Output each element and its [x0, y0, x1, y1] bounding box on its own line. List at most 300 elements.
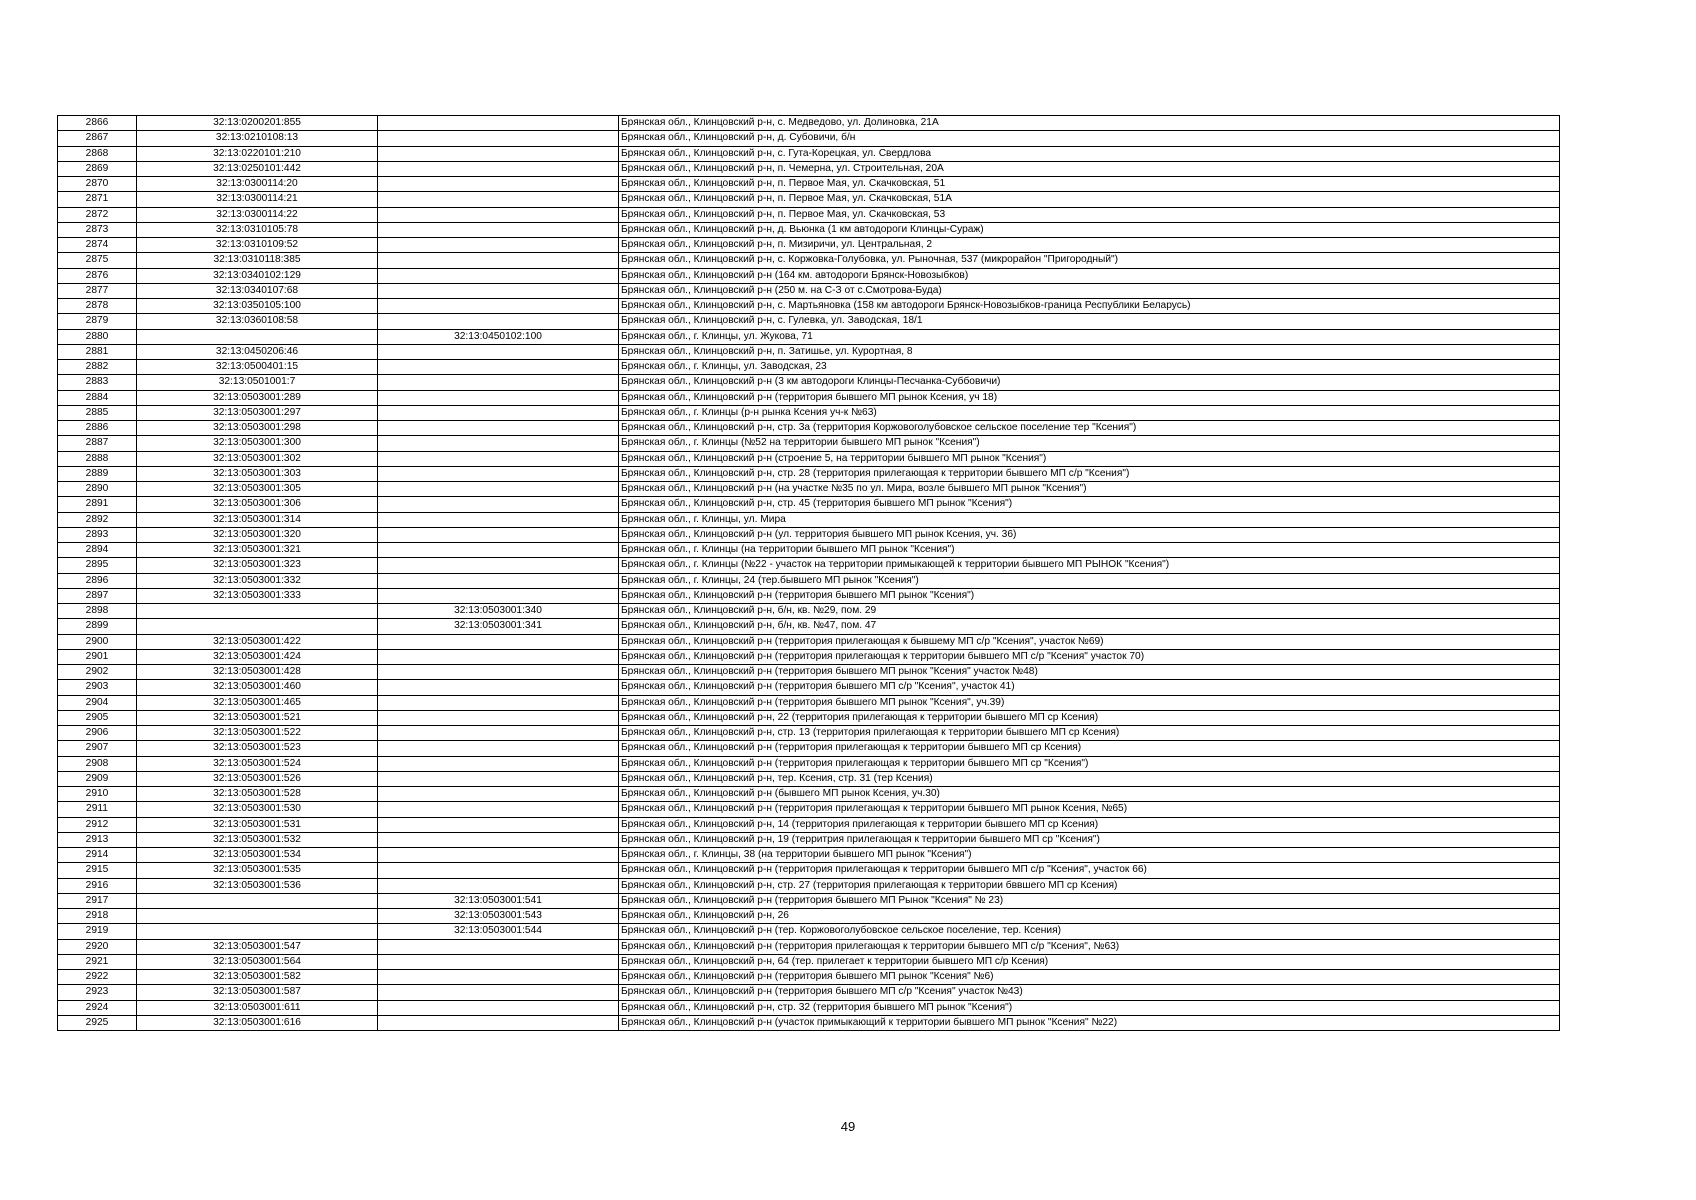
- cadastral-number-alt-cell: [378, 527, 619, 542]
- cadastral-number-alt-cell: [378, 695, 619, 710]
- cadastral-number-cell: 32:13:0300114:22: [137, 207, 378, 222]
- cadastral-number-cell: 32:13:0503001:300: [137, 436, 378, 451]
- cadastral-number-alt-cell: [378, 543, 619, 558]
- row-number-cell: 2870: [58, 177, 137, 192]
- address-cell: Брянская обл., Клинцовский р-н, стр. 32 (территория бывшего МП рынок "Ксения"): [619, 1000, 1560, 1015]
- cadastral-number-cell: 32:13:0503001:424: [137, 649, 378, 664]
- cadastral-number-cell: 32:13:0340107:68: [137, 283, 378, 298]
- row-number-cell: 2916: [58, 878, 137, 893]
- cadastral-number-cell: [137, 604, 378, 619]
- cadastral-number-cell: 32:13:0503001:289: [137, 390, 378, 405]
- cadastral-number-alt-cell: [378, 802, 619, 817]
- address-cell: Брянская обл., г. Клинцы (№52 на территории бывшего МП рынок "Ксения"): [619, 436, 1560, 451]
- table-row: [58, 726, 1560, 741]
- cadastral-number-alt-cell: [378, 1015, 619, 1030]
- cadastral-number-alt-cell: [378, 832, 619, 847]
- table-row: [58, 787, 1560, 802]
- cadastral-number-alt-cell: [378, 451, 619, 466]
- table-row: [58, 680, 1560, 695]
- table-row: [58, 604, 1560, 619]
- table-row: [58, 497, 1560, 512]
- cadastral-number-cell: 32:13:0503001:536: [137, 878, 378, 893]
- cadastral-number-alt-cell: [378, 756, 619, 771]
- row-number-cell: 2907: [58, 741, 137, 756]
- cadastral-number-alt-cell: 32:13:0503001:544: [378, 924, 619, 939]
- address-cell: Брянская обл., Клинцовский р-н, 26: [619, 909, 1560, 924]
- cadastral-number-alt-cell: [378, 939, 619, 954]
- address-cell: Брянская обл., Клинцовский р-н (территория бывшего МП Рынок "Ксения" № 23): [619, 893, 1560, 908]
- cadastral-number-alt-cell: [378, 177, 619, 192]
- table-row: [58, 177, 1560, 192]
- table-row: [58, 817, 1560, 832]
- table-body: [58, 116, 1560, 1031]
- table-row: [58, 619, 1560, 634]
- row-number-cell: 2906: [58, 726, 137, 741]
- table-row: [58, 802, 1560, 817]
- row-number-cell: 2908: [58, 756, 137, 771]
- table-row: [58, 588, 1560, 603]
- cadastral-number-alt-cell: [378, 482, 619, 497]
- row-number-cell: 2920: [58, 939, 137, 954]
- cadastral-number-cell: 32:13:0300114:21: [137, 192, 378, 207]
- cadastral-number-cell: 32:13:0503001:611: [137, 1000, 378, 1015]
- table-row: [58, 832, 1560, 847]
- table-row: [58, 878, 1560, 893]
- cadastral-number-alt-cell: [378, 573, 619, 588]
- address-cell: Брянская обл., Клинцовский р-н, 19 (территрия прилегающая к территории бывшего МП ср "Ксения"): [619, 832, 1560, 847]
- cadastral-number-alt-cell: [378, 680, 619, 695]
- cadastral-number-alt-cell: [378, 497, 619, 512]
- row-number-cell: 2881: [58, 344, 137, 359]
- cadastral-number-cell: 32:13:0503001:524: [137, 756, 378, 771]
- table-row: [58, 116, 1560, 131]
- table-row: [58, 253, 1560, 268]
- cadastral-number-alt-cell: [378, 207, 619, 222]
- row-number-cell: 2866: [58, 116, 137, 131]
- cadastral-number-alt-cell: [378, 146, 619, 161]
- cadastral-number-alt-cell: [378, 161, 619, 176]
- cadastral-number-cell: 32:13:0503001:460: [137, 680, 378, 695]
- row-number-cell: 2886: [58, 421, 137, 436]
- table-row: [58, 909, 1560, 924]
- cadastral-number-alt-cell: [378, 741, 619, 756]
- cadastral-number-cell: 32:13:0503001:564: [137, 954, 378, 969]
- address-cell: Брянская обл., Клинцовский р-н (территория бывшего МП рынок "Ксения", уч.39): [619, 695, 1560, 710]
- address-cell: Брянская обл., Клинцовский р-н (164 км. автодороги Брянск-Новозыбков): [619, 268, 1560, 283]
- row-number-cell: 2884: [58, 390, 137, 405]
- table-row: [58, 771, 1560, 786]
- row-number-cell: 2912: [58, 817, 137, 832]
- table-row: [58, 741, 1560, 756]
- cadastral-number-alt-cell: [378, 634, 619, 649]
- cadastral-number-alt-cell: [378, 970, 619, 985]
- cadastral-number-cell: [137, 329, 378, 344]
- cadastral-number-cell: 32:13:0503001:535: [137, 863, 378, 878]
- cadastral-number-alt-cell: [378, 1000, 619, 1015]
- address-cell: Брянская обл., Клинцовский р-н, п. Мизиричи, ул. Центральная, 2: [619, 238, 1560, 253]
- row-number-cell: 2880: [58, 329, 137, 344]
- address-cell: Брянская обл., Клинцовский р-н, 14 (территория прилегающая к территории бывшего МП ср Ксения): [619, 817, 1560, 832]
- address-cell: Брянская обл., Клинцовский р-н, с. Гута-Корецкая, ул. Свердлова: [619, 146, 1560, 161]
- row-number-cell: 2915: [58, 863, 137, 878]
- row-number-cell: 2895: [58, 558, 137, 573]
- table-row: [58, 268, 1560, 283]
- cadastral-number-alt-cell: 32:13:0503001:341: [378, 619, 619, 634]
- address-cell: Брянская обл., Клинцовский р-н, с. Коржовка-Голубовка, ул. Рыночная, 537 (микрорайон "Пригородный"): [619, 253, 1560, 268]
- cadastral-number-alt-cell: [378, 253, 619, 268]
- cadastral-number-cell: 32:13:0310118:385: [137, 253, 378, 268]
- row-number-cell: 2877: [58, 283, 137, 298]
- cadastral-number-cell: 32:13:0503001:616: [137, 1015, 378, 1030]
- table-row: [58, 360, 1560, 375]
- table-row: [58, 146, 1560, 161]
- address-cell: Брянская обл., Клинцовский р-н (территория прилегающая к территории бывшего МП рынок Ксения, №65): [619, 802, 1560, 817]
- row-number-cell: 2874: [58, 238, 137, 253]
- cadastral-number-cell: 32:13:0503001:531: [137, 817, 378, 832]
- row-number-cell: 2924: [58, 1000, 137, 1015]
- cadastral-number-alt-cell: [378, 375, 619, 390]
- row-number-cell: 2918: [58, 909, 137, 924]
- cadastral-number-cell: 32:13:0503001:422: [137, 634, 378, 649]
- cadastral-number-cell: 32:13:0503001:587: [137, 985, 378, 1000]
- cadastral-number-cell: 32:13:0300114:20: [137, 177, 378, 192]
- table-row: [58, 558, 1560, 573]
- cadastral-number-alt-cell: [378, 314, 619, 329]
- address-cell: Брянская обл., Клинцовский р-н, п. Затишье, ул. Курортная, 8: [619, 344, 1560, 359]
- address-cell: Брянская обл., Клинцовский р-н, б/н, кв. №47, пом. 47: [619, 619, 1560, 634]
- address-cell: Брянская обл., Клинцовский р-н (территория прилегающая к территории бывшего МП с/р "Ксения", №63): [619, 939, 1560, 954]
- row-number-cell: 2901: [58, 649, 137, 664]
- address-cell: Брянская обл., Клинцовский р-н, стр. 3а (территория Коржовоголубовское сельское поселение тер "Ксения"): [619, 421, 1560, 436]
- row-number-cell: 2893: [58, 527, 137, 542]
- cadastral-number-alt-cell: [378, 771, 619, 786]
- address-cell: Брянская обл., Клинцовский р-н, стр. 45 (территория бывшего МП рынок "Ксения"): [619, 497, 1560, 512]
- table-row: [58, 451, 1560, 466]
- cadastral-number-cell: 32:13:0503001:320: [137, 527, 378, 542]
- cadastral-number-cell: [137, 893, 378, 908]
- row-number-cell: 2892: [58, 512, 137, 527]
- row-number-cell: 2879: [58, 314, 137, 329]
- row-number-cell: 2897: [58, 588, 137, 603]
- cadastral-number-cell: 32:13:0503001:523: [137, 741, 378, 756]
- cadastral-number-cell: 32:13:0340102:129: [137, 268, 378, 283]
- table-row: [58, 939, 1560, 954]
- cadastral-number-alt-cell: [378, 863, 619, 878]
- cadastral-number-cell: 32:13:0350105:100: [137, 299, 378, 314]
- address-cell: Брянская обл., г. Клинцы (на территории бывшего МП рынок "Ксения"): [619, 543, 1560, 558]
- table-row: [58, 710, 1560, 725]
- table-row: [58, 649, 1560, 664]
- address-cell: Брянская обл., Клинцовский р-н (территория бывшего МП рынок Ксения, уч 18): [619, 390, 1560, 405]
- address-cell: Брянская обл., Клинцовский р-н (250 м. на С-З от с.Смотрова-Буда): [619, 283, 1560, 298]
- cadastral-number-alt-cell: [378, 649, 619, 664]
- cadastral-number-cell: [137, 619, 378, 634]
- cadastral-number-cell: 32:13:0503001:528: [137, 787, 378, 802]
- cadastral-number-cell: 32:13:0220101:210: [137, 146, 378, 161]
- table-row: [58, 893, 1560, 908]
- cadastral-number-alt-cell: [378, 466, 619, 481]
- row-number-cell: 2913: [58, 832, 137, 847]
- address-cell: Брянская обл., Клинцовский р-н, тер. Ксения, стр. 31 (тер Ксения): [619, 771, 1560, 786]
- cadastral-number-alt-cell: [378, 710, 619, 725]
- address-cell: Брянская обл., Клинцовский р-н (территория бывшего МП рынок "Ксения" №6): [619, 970, 1560, 985]
- cadastral-number-alt-cell: [378, 360, 619, 375]
- table-row: [58, 421, 1560, 436]
- cadastral-number-cell: 32:13:0310109:52: [137, 238, 378, 253]
- address-cell: Брянская обл., Клинцовский р-н (территория прилегающая к территории бывшего МП ср Ксения): [619, 741, 1560, 756]
- cadastral-number-alt-cell: [378, 283, 619, 298]
- row-number-cell: 2917: [58, 893, 137, 908]
- cadastral-number-alt-cell: 32:13:0450102:100: [378, 329, 619, 344]
- row-number-cell: 2882: [58, 360, 137, 375]
- cadastral-number-cell: 32:13:0503001:428: [137, 665, 378, 680]
- address-cell: Брянская обл., Клинцовский р-н, с. Медведово, ул. Долиновка, 21А: [619, 116, 1560, 131]
- row-number-cell: 2890: [58, 482, 137, 497]
- cadastral-number-alt-cell: [378, 848, 619, 863]
- address-cell: Брянская обл., Клинцовский р-н (3 км автодороги Клинцы-Песчанка-Суббовичи): [619, 375, 1560, 390]
- table-row: [58, 192, 1560, 207]
- table-row: [58, 924, 1560, 939]
- address-cell: Брянская обл., Клинцовский р-н, с. Мартьяновка (158 км автодороги Брянск-Новозыбков-граница Республики Беларусь): [619, 299, 1560, 314]
- row-number-cell: 2891: [58, 497, 137, 512]
- address-cell: Брянская обл., Клинцовский р-н, стр. 13 (территория прилегающая к территории бывшего МП ср Ксения): [619, 726, 1560, 741]
- table-row: [58, 543, 1560, 558]
- cadastral-number-alt-cell: [378, 588, 619, 603]
- row-number-cell: 2911: [58, 802, 137, 817]
- address-cell: Брянская обл., Клинцовский р-н, д. Субовичи, б/н: [619, 131, 1560, 146]
- table-row: [58, 329, 1560, 344]
- row-number-cell: 2885: [58, 405, 137, 420]
- row-number-cell: 2868: [58, 146, 137, 161]
- cadastral-number-alt-cell: [378, 222, 619, 237]
- row-number-cell: 2875: [58, 253, 137, 268]
- row-number-cell: 2922: [58, 970, 137, 985]
- table-row: [58, 375, 1560, 390]
- table-row: [58, 238, 1560, 253]
- row-number-cell: 2923: [58, 985, 137, 1000]
- address-cell: Брянская обл., Клинцовский р-н, п. Первое Мая, ул. Скачковская, 53: [619, 207, 1560, 222]
- table-row: [58, 222, 1560, 237]
- table-row: [58, 207, 1560, 222]
- address-cell: Брянская обл., г. Клинцы, ул. Мира: [619, 512, 1560, 527]
- address-cell: Брянская обл., г. Клинцы (№22 - участок на территории примыкающей к территории бывшего МП РЫНОК "Ксения"): [619, 558, 1560, 573]
- page-number: 49: [840, 1119, 856, 1134]
- address-cell: Брянская обл., Клинцовский р-н, д. Вьюнка (1 км автодороги Клинцы-Сураж): [619, 222, 1560, 237]
- row-number-cell: 2883: [58, 375, 137, 390]
- table-row: [58, 863, 1560, 878]
- address-cell: Брянская обл., Клинцовский р-н (тер. Коржовоголубовское сельское поселение, тер. Ксения): [619, 924, 1560, 939]
- table-row: [58, 466, 1560, 481]
- table-row: [58, 954, 1560, 969]
- address-cell: Брянская обл., Клинцовский р-н (территория прилегающая к территории бывшего МП с/р "Ксения" участок 70): [619, 649, 1560, 664]
- address-cell: Брянская обл., Клинцовский р-н, 22 (территория прилегающая к территории бывшего МП ср Ксения): [619, 710, 1560, 725]
- row-number-cell: 2910: [58, 787, 137, 802]
- address-cell: Брянская обл., Клинцовский р-н (территория прилегающая к территории бывшего МП с/р "Ксения", участок 66): [619, 863, 1560, 878]
- cadastral-number-alt-cell: [378, 268, 619, 283]
- cadastral-number-cell: 32:13:0503001:465: [137, 695, 378, 710]
- row-number-cell: 2888: [58, 451, 137, 466]
- table-row: [58, 405, 1560, 420]
- table-row: [58, 848, 1560, 863]
- cadastral-number-cell: 32:13:0503001:321: [137, 543, 378, 558]
- table-row: [58, 756, 1560, 771]
- cadastral-number-cell: [137, 909, 378, 924]
- cadastral-number-cell: 32:13:0210108:13: [137, 131, 378, 146]
- table-row: [58, 436, 1560, 451]
- cadastral-number-cell: 32:13:0200201:855: [137, 116, 378, 131]
- row-number-cell: 2871: [58, 192, 137, 207]
- row-number-cell: 2873: [58, 222, 137, 237]
- table-row: [58, 344, 1560, 359]
- row-number-cell: 2867: [58, 131, 137, 146]
- address-cell: Брянская обл., г. Клинцы, ул. Жукова, 71: [619, 329, 1560, 344]
- row-number-cell: 2903: [58, 680, 137, 695]
- row-number-cell: 2909: [58, 771, 137, 786]
- cadastral-number-alt-cell: [378, 116, 619, 131]
- cadastral-number-cell: 32:13:0503001:306: [137, 497, 378, 512]
- row-number-cell: 2869: [58, 161, 137, 176]
- address-cell: Брянская обл., Клинцовский р-н, п. Первое Мая, ул. Скачковская, 51А: [619, 192, 1560, 207]
- table-row: [58, 695, 1560, 710]
- row-number-cell: 2925: [58, 1015, 137, 1030]
- cadastral-number-cell: 32:13:0501001:7: [137, 375, 378, 390]
- row-number-cell: 2902: [58, 665, 137, 680]
- table-row: [58, 985, 1560, 1000]
- row-number-cell: 2904: [58, 695, 137, 710]
- row-number-cell: 2872: [58, 207, 137, 222]
- cadastral-number-cell: 32:13:0503001:530: [137, 802, 378, 817]
- cadastral-number-alt-cell: 32:13:0503001:541: [378, 893, 619, 908]
- table-row: [58, 512, 1560, 527]
- cadastral-number-cell: 32:13:0503001:534: [137, 848, 378, 863]
- cadastral-number-cell: 32:13:0503001:297: [137, 405, 378, 420]
- cadastral-number-alt-cell: [378, 954, 619, 969]
- cadastral-number-cell: 32:13:0503001:298: [137, 421, 378, 436]
- address-cell: Брянская обл., Клинцовский р-н (территория бывшего МП рынок "Ксения"): [619, 588, 1560, 603]
- address-cell: Брянская обл., Клинцовский р-н (территория прилегающая к территории бывшего МП ср "Ксения"): [619, 756, 1560, 771]
- cadastral-number-cell: 32:13:0503001:332: [137, 573, 378, 588]
- address-cell: Брянская обл., Клинцовский р-н, стр. 28 (территория прилегающая к территории бывшего МП с/р "Ксения"): [619, 466, 1560, 481]
- cadastral-number-alt-cell: [378, 787, 619, 802]
- address-cell: Брянская обл., Клинцовский р-н (ул. территория бывшего МП рынок Ксения, уч. 36): [619, 527, 1560, 542]
- row-number-cell: 2887: [58, 436, 137, 451]
- cadastral-number-cell: 32:13:0503001:323: [137, 558, 378, 573]
- cadastral-number-alt-cell: [378, 192, 619, 207]
- table-row: [58, 161, 1560, 176]
- cadastral-number-cell: 32:13:0500401:15: [137, 360, 378, 375]
- table-row: [58, 314, 1560, 329]
- cadastral-number-alt-cell: [378, 344, 619, 359]
- cadastral-number-cell: 32:13:0503001:302: [137, 451, 378, 466]
- cadastral-number-alt-cell: 32:13:0503001:543: [378, 909, 619, 924]
- cadastral-number-alt-cell: [378, 405, 619, 420]
- table-row: [58, 970, 1560, 985]
- row-number-cell: 2894: [58, 543, 137, 558]
- cadastral-number-cell: 32:13:0503001:522: [137, 726, 378, 741]
- cadastral-number-cell: 32:13:0503001:526: [137, 771, 378, 786]
- cadastral-number-alt-cell: [378, 299, 619, 314]
- table-row: [58, 131, 1560, 146]
- cadastral-number-alt-cell: [378, 817, 619, 832]
- address-cell: Брянская обл., Клинцовский р-н, п. Чемерна, ул. Строительная, 20А: [619, 161, 1560, 176]
- row-number-cell: 2898: [58, 604, 137, 619]
- table-row: [58, 634, 1560, 649]
- row-number-cell: 2914: [58, 848, 137, 863]
- cadastral-number-alt-cell: [378, 390, 619, 405]
- row-number-cell: 2876: [58, 268, 137, 283]
- cadastral-number-cell: 32:13:0503001:303: [137, 466, 378, 481]
- table-row: [58, 283, 1560, 298]
- cadastral-table: [57, 115, 1560, 1031]
- row-number-cell: 2905: [58, 710, 137, 725]
- table-row: [58, 665, 1560, 680]
- table-row: [58, 1015, 1560, 1030]
- cadastral-number-cell: 32:13:0360108:58: [137, 314, 378, 329]
- row-number-cell: 2900: [58, 634, 137, 649]
- cadastral-number-cell: 32:13:0503001:314: [137, 512, 378, 527]
- cadastral-number-cell: 32:13:0503001:333: [137, 588, 378, 603]
- cadastral-number-cell: 32:13:0503001:582: [137, 970, 378, 985]
- cadastral-number-cell: [137, 924, 378, 939]
- address-cell: Брянская обл., г. Клинцы (р-н рынка Ксения уч-к №63): [619, 405, 1560, 420]
- address-cell: Брянская обл., Клинцовский р-н, стр. 27 (территория прилегающая к территории бввшего МП ср Ксения): [619, 878, 1560, 893]
- cadastral-number-alt-cell: [378, 131, 619, 146]
- address-cell: Брянская обл., Клинцовский р-н, с. Гулевка, ул. Заводская, 18/1: [619, 314, 1560, 329]
- cadastral-number-alt-cell: [378, 665, 619, 680]
- row-number-cell: 2878: [58, 299, 137, 314]
- table-row: [58, 573, 1560, 588]
- cadastral-number-alt-cell: [378, 878, 619, 893]
- cadastral-number-cell: 32:13:0450206:46: [137, 344, 378, 359]
- cadastral-number-cell: 32:13:0503001:547: [137, 939, 378, 954]
- cadastral-number-cell: 32:13:0503001:521: [137, 710, 378, 725]
- row-number-cell: 2896: [58, 573, 137, 588]
- cadastral-number-cell: 32:13:0310105:78: [137, 222, 378, 237]
- cadastral-number-alt-cell: [378, 985, 619, 1000]
- cadastral-number-alt-cell: [378, 558, 619, 573]
- row-number-cell: 2899: [58, 619, 137, 634]
- address-cell: Брянская обл., Клинцовский р-н (бывшего МП рынок Ксения, уч.30): [619, 787, 1560, 802]
- table-row: [58, 1000, 1560, 1015]
- table-row: [58, 527, 1560, 542]
- cadastral-number-alt-cell: [378, 436, 619, 451]
- address-cell: Брянская обл., Клинцовский р-н (территория бывшего МП рынок "Ксения" участок №48): [619, 665, 1560, 680]
- cadastral-number-alt-cell: [378, 726, 619, 741]
- address-cell: Брянская обл., г. Клинцы, 24 (тер.бывшего МП рынок "Ксения"): [619, 573, 1560, 588]
- cadastral-number-alt-cell: [378, 238, 619, 253]
- address-cell: Брянская обл., Клинцовский р-н (на участке №35 по ул. Мира, возле бывшего МП рынок "Ксения"): [619, 482, 1560, 497]
- address-cell: Брянская обл., Клинцовский р-н (участок примыкающий к территории бывшего МП рынок "Ксения" №22): [619, 1015, 1560, 1030]
- address-cell: Брянская обл., Клинцовский р-н, п. Первое Мая, ул. Скачковская, 51: [619, 177, 1560, 192]
- table-row: [58, 299, 1560, 314]
- address-cell: Брянская обл., Клинцовский р-н, 64 (тер. прилегает к территории бывшего МП с/р Ксения): [619, 954, 1560, 969]
- row-number-cell: 2889: [58, 466, 137, 481]
- cadastral-number-alt-cell: [378, 421, 619, 436]
- address-cell: Брянская обл., Клинцовский р-н (строение 5, на территории бывшего МП рынок "Ксения"): [619, 451, 1560, 466]
- address-cell: Брянская обл., г. Клинцы, ул. Заводская, 23: [619, 360, 1560, 375]
- address-cell: Брянская обл., Клинцовский р-н (территория бывшего МП с/р "Ксения" участок №43): [619, 985, 1560, 1000]
- row-number-cell: 2921: [58, 954, 137, 969]
- table-row: [58, 482, 1560, 497]
- cadastral-number-alt-cell: [378, 512, 619, 527]
- table-row: [58, 390, 1560, 405]
- cadastral-number-cell: 32:13:0250101:442: [137, 161, 378, 176]
- address-cell: Брянская обл., г. Клинцы, 38 (на территории бывшего МП рынок "Ксения"): [619, 848, 1560, 863]
- address-cell: Брянская обл., Клинцовский р-н (территория прилегающая к бывшему МП с/р "Ксения", участок №69): [619, 634, 1560, 649]
- address-cell: Брянская обл., Клинцовский р-н, б/н, кв. №29, пом. 29: [619, 604, 1560, 619]
- cadastral-number-cell: 32:13:0503001:305: [137, 482, 378, 497]
- row-number-cell: 2919: [58, 924, 137, 939]
